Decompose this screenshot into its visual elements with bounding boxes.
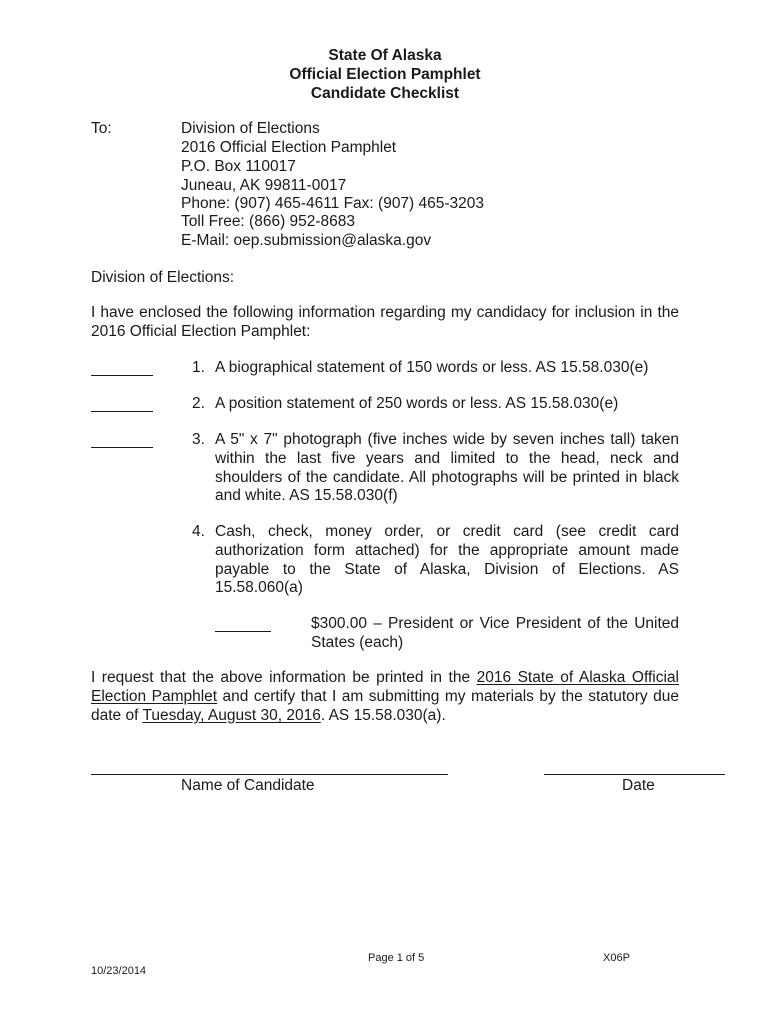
email-line: E-Mail: oep.submission@alaska.gov (181, 232, 432, 249)
item-text: A biographical statement of 150 words or less. AS 15.58.030(e) (215, 359, 649, 376)
item-number: 2. (192, 395, 205, 412)
address-line: Division of Elections (181, 120, 320, 137)
request-text: and certify that I am submitting my materials by the statutory due date of (91, 687, 679, 724)
salutation: Division of Elections: (91, 269, 235, 286)
intro-paragraph (91, 304, 679, 342)
to-label: To: (91, 120, 112, 137)
address-line: Phone: (907) 465-4611 Fax: (907) 465-3203 (181, 195, 485, 212)
page-heading: Candidate Checklist (310, 85, 460, 102)
item-number: 1. (192, 359, 205, 376)
address-line: Toll Free: (866) 952-8683 (181, 213, 356, 230)
item-number: 3. (192, 431, 205, 448)
address-line: P.O. Box 110017 (181, 158, 296, 175)
page-title: State Of Alaska (328, 47, 442, 64)
request-text: I request that the above information be printed in the (91, 669, 477, 686)
pamphlet-title: 2016 State of Alaska Official Election Pamphlet (91, 669, 679, 705)
checkbox-line-item-3[interactable] (91, 433, 153, 448)
fee-paragraph (311, 615, 679, 653)
item-text: A 5" x 7" photograph (five inches wide by seven inches tall) taken within the last five years and limited to the head, neck and shoulders of the candidate. All photographs will be printed in black and white. AS 15.58.030(f) (215, 431, 679, 505)
intro-text: I have enclosed the following information regarding my candidacy for inclusion in the 2016 Official Election Pamphlet: (91, 304, 679, 340)
name-of-candidate-label: Name of Candidate (181, 777, 315, 794)
due-date: Tuesday, August 30, 2016 (142, 706, 321, 724)
item-text: Cash, check, money order, or credit card (see credit card authorization form attached) for the appropriate amount made payable to the State of Alaska, Division of Elections. AS 15.58.060(a) (215, 523, 679, 597)
checkbox-line-fee[interactable] (215, 617, 271, 632)
revision-date: 10/23/2014 (91, 965, 147, 977)
fee-text: $300.00 – President or Vice President of the United States (each) (311, 615, 679, 651)
date-label: Date (622, 777, 655, 794)
item-paragraph (215, 431, 679, 506)
item-paragraph (215, 523, 679, 598)
address-line: Juneau, AK 99811-0017 (181, 177, 347, 194)
checkbox-line-item-1[interactable] (91, 361, 153, 376)
form-code: X06P (603, 952, 630, 964)
page-number: Page 1 of 5 (368, 952, 425, 964)
date-signature-line[interactable] (544, 774, 725, 775)
checkbox-line-item-2[interactable] (91, 397, 153, 412)
item-text: A position statement of 250 words or less. AS 15.58.030(e) (215, 395, 619, 412)
request-paragraph (91, 669, 679, 725)
item-number: 4. (192, 523, 205, 540)
request-text: . AS 15.58.030(a). (320, 706, 446, 724)
page-subtitle: Official Election Pamphlet (289, 66, 481, 83)
candidate-signature-line[interactable] (91, 774, 448, 775)
address-line: 2016 Official Election Pamphlet (181, 139, 397, 156)
